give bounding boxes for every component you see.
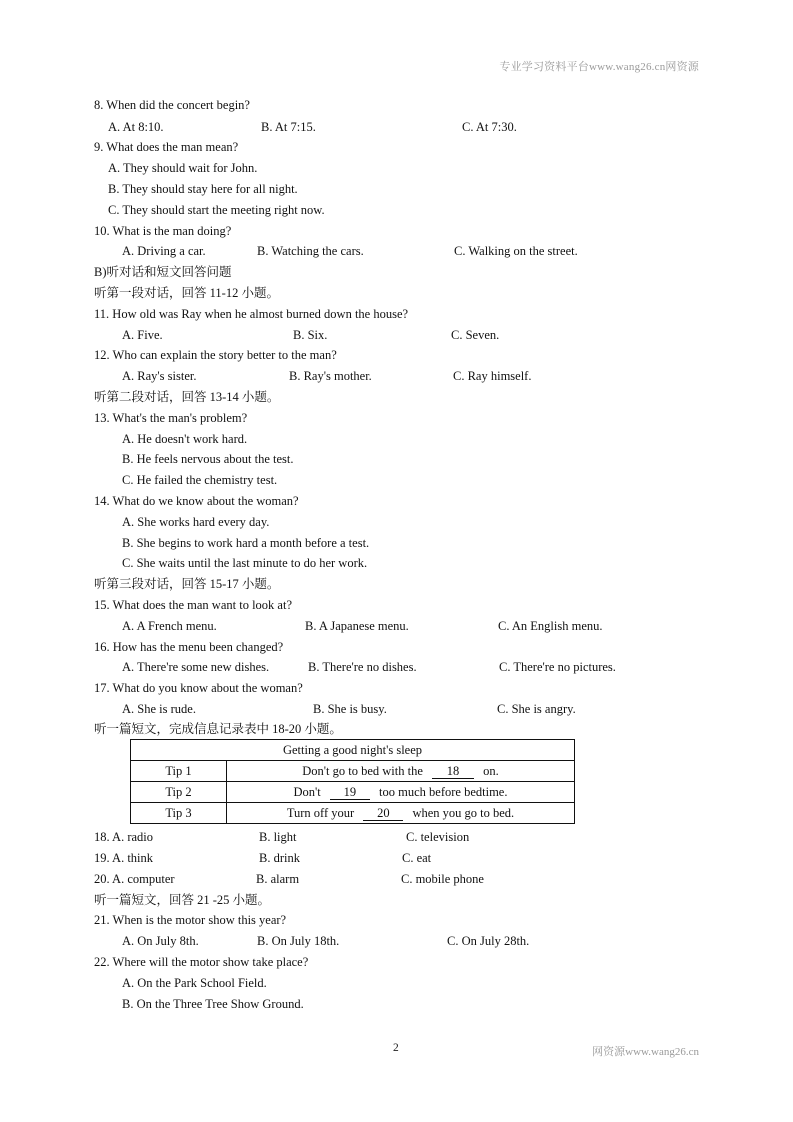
question-8-option-a: A. At 8:10. xyxy=(108,120,164,134)
question-14-stem: 14. What do we know about the woman? xyxy=(94,494,299,508)
question-18-option-c: C. television xyxy=(406,830,470,844)
tip-text-before: Don't xyxy=(293,784,321,799)
tip-content xyxy=(227,803,575,824)
question-19-option-b: B. drink xyxy=(259,851,300,865)
question-8-option-b: B. At 7:15. xyxy=(261,120,316,134)
question-15-option-b: B. A Japanese menu. xyxy=(305,619,409,633)
question-16-option-c: C. There're no pictures. xyxy=(499,660,616,674)
question-22-stem: 22. Where will the motor show take place? xyxy=(94,955,309,969)
section-b-heading: B)听对话和短文回答问题 xyxy=(94,265,232,279)
question-15-option-a: A. A French menu. xyxy=(122,619,217,633)
dialog-1-instruction: 听第一段对话，回答 11-12 小题。 xyxy=(94,286,279,300)
question-11-option-b: B. Six. xyxy=(293,328,328,342)
tip-text-after: on. xyxy=(483,763,499,778)
tip-text-before: Don't go to bed with the xyxy=(302,763,423,778)
question-11-option-c: C. Seven. xyxy=(451,328,500,342)
tips-table xyxy=(130,739,575,824)
page-number: 2 xyxy=(393,1042,399,1054)
question-9-stem: 9. What does the man mean? xyxy=(94,140,239,154)
question-17-option-b: B. She is busy. xyxy=(313,702,387,716)
question-20-option-c: C. mobile phone xyxy=(401,872,484,886)
question-9-option-b: B. They should stay here for all night. xyxy=(108,182,298,196)
question-17-stem: 17. What do you know about the woman? xyxy=(94,681,303,695)
tip-content xyxy=(227,761,575,782)
question-21-stem: 21. When is the motor show this year? xyxy=(94,913,287,927)
question-16-option-a: A. There're some new dishes. xyxy=(122,660,270,674)
question-12-option-b: B. Ray's mother. xyxy=(289,369,372,383)
question-17-option-a: A. She is rude. xyxy=(122,702,196,716)
question-11-stem: 11. How old was Ray when he almost burned down the house? xyxy=(94,307,409,321)
question-18-option-b: B. light xyxy=(259,830,297,844)
question-12-option-c: C. Ray himself. xyxy=(453,369,532,383)
question-10-option-c: C. Walking on the street. xyxy=(454,244,578,258)
question-13-option-c: C. He failed the chemistry test. xyxy=(122,473,278,487)
question-8-stem: 8. When did the concert begin? xyxy=(94,98,250,112)
question-17-option-c: C. She is angry. xyxy=(497,702,576,716)
tip-label: Tip 2 xyxy=(131,782,227,803)
question-20-option-b: B. alarm xyxy=(256,872,300,886)
question-14-option-a: A. She works hard every day. xyxy=(122,515,270,529)
question-19-option-a: 19. A. think xyxy=(94,851,154,865)
dialog-2-instruction: 听第二段对话，回答 13-14 小题。 xyxy=(94,390,280,404)
question-13-option-a: A. He doesn't work hard. xyxy=(122,432,248,446)
table-row xyxy=(131,782,575,803)
question-8-option-c: C. At 7:30. xyxy=(462,120,517,134)
passage-1-instruction: 听一篇短文，完成信息记录表中 18-20 小题。 xyxy=(94,722,342,736)
question-9-option-c: C. They should start the meeting right now. xyxy=(108,203,325,217)
tip-label: Tip 3 xyxy=(131,803,227,824)
question-13-stem: 13. What's the man's problem? xyxy=(94,411,248,425)
question-21-option-a: A. On July 8th. xyxy=(122,934,199,948)
question-12-option-a: A. Ray's sister. xyxy=(122,369,197,383)
question-10-option-a: A. Driving a car. xyxy=(122,244,206,258)
tip-text-after: too much before bedtime. xyxy=(379,784,508,799)
answer-blank-19: 19 xyxy=(330,786,370,800)
question-22-option-b: B. On the Three Tree Show Ground. xyxy=(122,997,304,1011)
question-19-option-c: C. eat xyxy=(402,851,432,865)
footer-source-text: 网资源www.wang26.cn xyxy=(592,1046,699,1058)
question-20-option-a: 20. A. computer xyxy=(94,872,175,886)
question-16-option-b: B. There're no dishes. xyxy=(308,660,417,674)
question-14-option-c: C. She waits until the last minute to do her work. xyxy=(122,556,368,570)
tip-text-before: Turn off your xyxy=(286,805,355,820)
question-11-option-a: A. Five. xyxy=(122,328,163,342)
answer-blank-20: 20 xyxy=(363,807,403,821)
question-15-option-c: C. An English menu. xyxy=(498,619,603,633)
table-title-row xyxy=(131,740,575,761)
table-row xyxy=(131,803,575,824)
tip-label: Tip 1 xyxy=(131,761,227,782)
passage-2-instruction: 听一篇短文，回答 21 -25 小题。 xyxy=(94,893,271,907)
question-16-stem: 16. How has the menu been changed? xyxy=(94,640,284,654)
question-10-option-b: B. Watching the cars. xyxy=(257,244,364,258)
table-row xyxy=(131,761,575,782)
question-9-option-a: A. They should wait for John. xyxy=(108,161,258,175)
tip-content xyxy=(227,782,575,803)
question-12-stem: 12. Who can explain the story better to the man? xyxy=(94,348,337,362)
question-14-option-b: B. She begins to work hard a month before a test. xyxy=(122,536,370,550)
table-title: Getting a good night's sleep xyxy=(131,740,575,761)
question-15-stem: 15. What does the man want to look at? xyxy=(94,598,292,612)
answer-blank-18: 18 xyxy=(432,765,474,779)
question-10-stem: 10. What is the man doing? xyxy=(94,224,232,238)
question-21-option-c: C. On July 28th. xyxy=(447,934,530,948)
question-13-option-b: B. He feels nervous about the test. xyxy=(122,452,294,466)
question-21-option-b: B. On July 18th. xyxy=(257,934,340,948)
tip-text-after: when you go to bed. xyxy=(412,805,515,820)
dialog-3-instruction: 听第三段对话，回答 15-17 小题。 xyxy=(94,577,280,591)
question-18-option-a: 18. A. radio xyxy=(94,830,154,844)
header-source-text: 专业学习资料平台www.wang26.cn网资源 xyxy=(499,61,699,73)
question-22-option-a: A. On the Park School Field. xyxy=(122,976,267,990)
